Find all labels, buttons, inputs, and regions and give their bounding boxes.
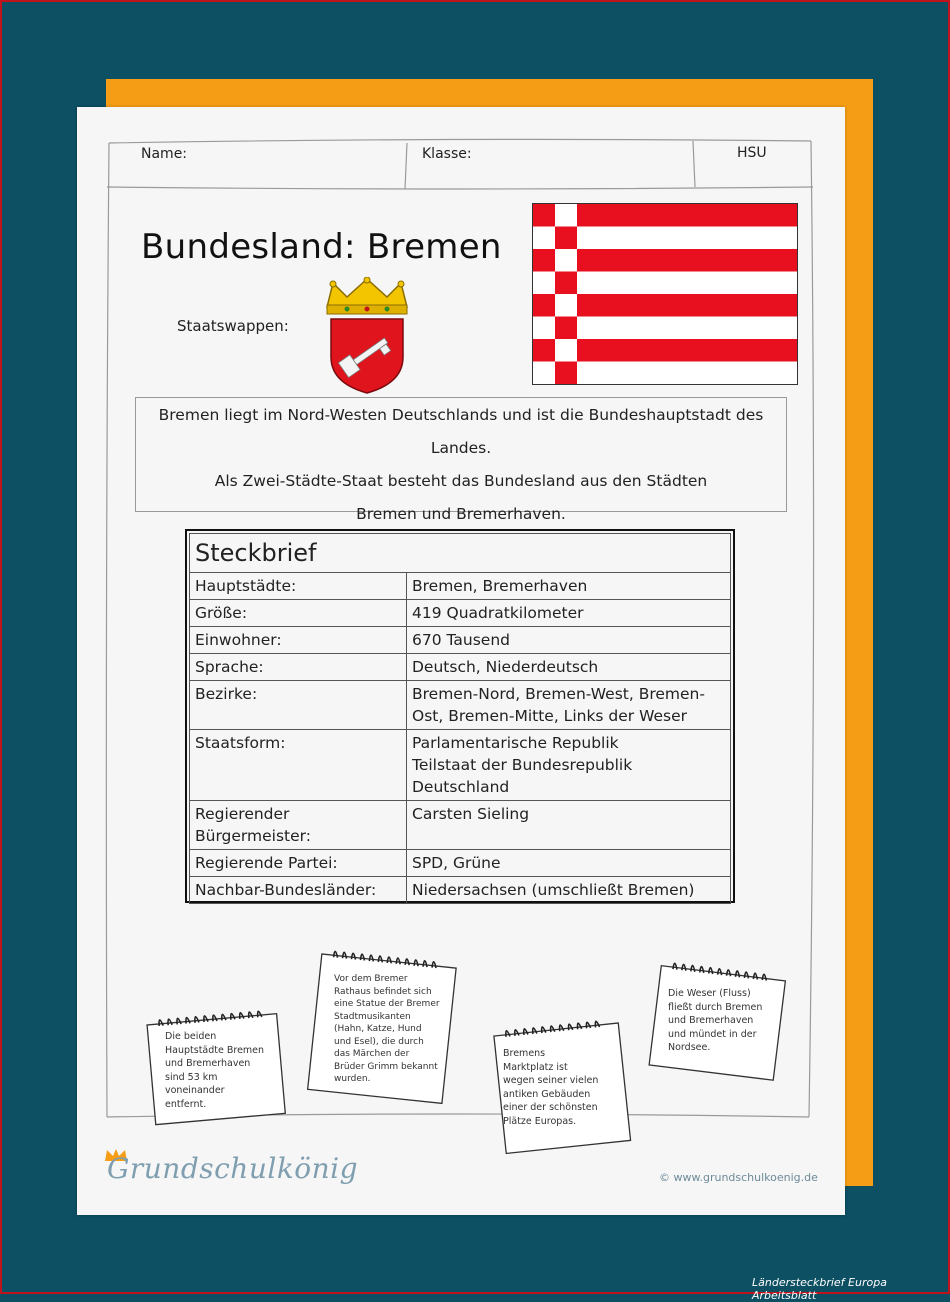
brand-logo-text: Grundschulkönig xyxy=(107,1152,359,1185)
intro-line-2: Als Zwei-Städte-Staat besteht das Bundesland aus den Städten xyxy=(214,472,708,490)
table-row xyxy=(190,573,731,600)
row-value: Bremen, Bremerhaven xyxy=(407,573,731,600)
row-value: Niedersachsen (umschließt Bremen) xyxy=(407,877,731,904)
notepad-note-3 xyxy=(489,1005,639,1157)
name-label: Name: xyxy=(141,146,188,162)
row-value: 419 Quadratkilometer xyxy=(407,600,731,627)
row-key: Bezirke: xyxy=(190,681,407,730)
row-key: Regierende Partei: xyxy=(190,850,407,877)
table-row xyxy=(190,600,731,627)
row-value: 670 Tausend xyxy=(407,627,731,654)
note-line: und Bremerhaven xyxy=(165,1058,251,1069)
notepad-note-1 xyxy=(143,997,293,1132)
note-line: (Hahn, Katze, Hund xyxy=(334,1024,422,1034)
table-row xyxy=(190,654,731,681)
bremen-flag-icon xyxy=(532,203,798,385)
row-value-line-1: Bremen-Nord, Bremen-West, Bremen- xyxy=(412,685,705,703)
note-line: und Esel), die durch xyxy=(334,1036,424,1047)
note-line: Nordsee. xyxy=(668,1042,711,1053)
worksheet-page xyxy=(77,107,845,1215)
row-key: Größe: xyxy=(190,600,407,627)
bremen-coat-of-arms-icon xyxy=(319,277,415,395)
note-line: das Märchen der xyxy=(334,1049,410,1059)
steckbrief-table xyxy=(185,529,735,903)
note-line: fließt durch Bremen xyxy=(668,1001,763,1013)
note-line: voneinander xyxy=(165,1085,225,1096)
row-value xyxy=(407,730,731,801)
row-value: Deutsch, Niederdeutsch xyxy=(407,654,731,681)
table-row xyxy=(190,801,731,850)
note-line: Die Weser (Fluss) xyxy=(668,988,751,999)
note-line: einer der schönsten xyxy=(503,1102,598,1113)
notepad-note-4 xyxy=(643,949,793,1094)
note-line: Marktplatz ist xyxy=(503,1061,568,1073)
class-label: Klasse: xyxy=(422,146,472,162)
note-line: und Bremerhaven xyxy=(668,1015,754,1026)
table-row xyxy=(190,627,731,654)
table-row xyxy=(190,850,731,877)
note-line: und mündet in der xyxy=(668,1028,757,1040)
notepad-note-2 xyxy=(305,937,465,1109)
row-value-line-1: Parlamentarische Republik xyxy=(412,734,619,752)
note-line: entfernt. xyxy=(165,1098,207,1110)
row-key: Staatsform: xyxy=(190,730,407,801)
row-value-line-2: Ost, Bremen-Mitte, Links der Weser xyxy=(412,707,688,725)
note-text xyxy=(503,1047,598,1128)
row-key: Sprache: xyxy=(190,654,407,681)
intro-line-1: Bremen liegt im Nord-Westen Deutschlands und ist die Bundeshauptstadt des Landes. xyxy=(158,406,764,457)
note-line: Bremens xyxy=(503,1048,546,1059)
row-key: Hauptstädte: xyxy=(190,573,407,600)
row-value: SPD, Grüne xyxy=(407,850,731,877)
note-line: eine Statue der Bremer xyxy=(334,999,440,1009)
page-title: Bundesland: Bremen xyxy=(141,227,502,267)
note-line: sind 53 km xyxy=(165,1071,218,1083)
note-line: Rathaus befindet sich xyxy=(334,986,432,997)
note-line: Die beiden xyxy=(165,1031,217,1042)
note-line: Hauptstädte Bremen xyxy=(165,1044,265,1056)
coat-of-arms-label: Staatswappen: xyxy=(177,317,289,335)
note-line: Stadtmusikanten xyxy=(334,1011,411,1022)
table-row xyxy=(190,681,731,730)
row-value xyxy=(407,681,731,730)
note-line: antiken Gebäuden xyxy=(503,1088,591,1100)
note-line: Plätze Europas. xyxy=(503,1115,577,1127)
note-text xyxy=(668,987,762,1055)
table-row xyxy=(190,730,731,801)
website-credit: © www.grundschulkoenig.de xyxy=(659,1171,818,1184)
subject-label: HSU xyxy=(737,145,767,161)
intro-line-3: Bremen und Bremerhaven. xyxy=(356,505,566,523)
row-key: Nachbar-Bundesländer: xyxy=(190,877,407,904)
note-line: Brüder Grimm bekannt xyxy=(334,1061,438,1072)
note-text xyxy=(165,1030,264,1111)
note-line: wurden. xyxy=(334,1074,371,1084)
table-row xyxy=(190,877,731,904)
note-line: Vor dem Bremer xyxy=(334,974,408,984)
row-value: Carsten Sieling xyxy=(407,801,731,850)
row-value-line-2: Teilstaat der Bundesrepublik Deutschland xyxy=(412,756,633,796)
steckbrief-title: Steckbrief xyxy=(190,534,731,573)
note-line: wegen seiner vielen xyxy=(503,1075,599,1086)
image-caption: Ländersteckbrief Europa Arbeitsblatt xyxy=(752,1276,887,1302)
note-text xyxy=(334,973,440,1086)
intro-text-box xyxy=(135,397,787,523)
row-key: Einwohner: xyxy=(190,627,407,654)
row-key: Regierender Bürgermeister: xyxy=(190,801,407,850)
